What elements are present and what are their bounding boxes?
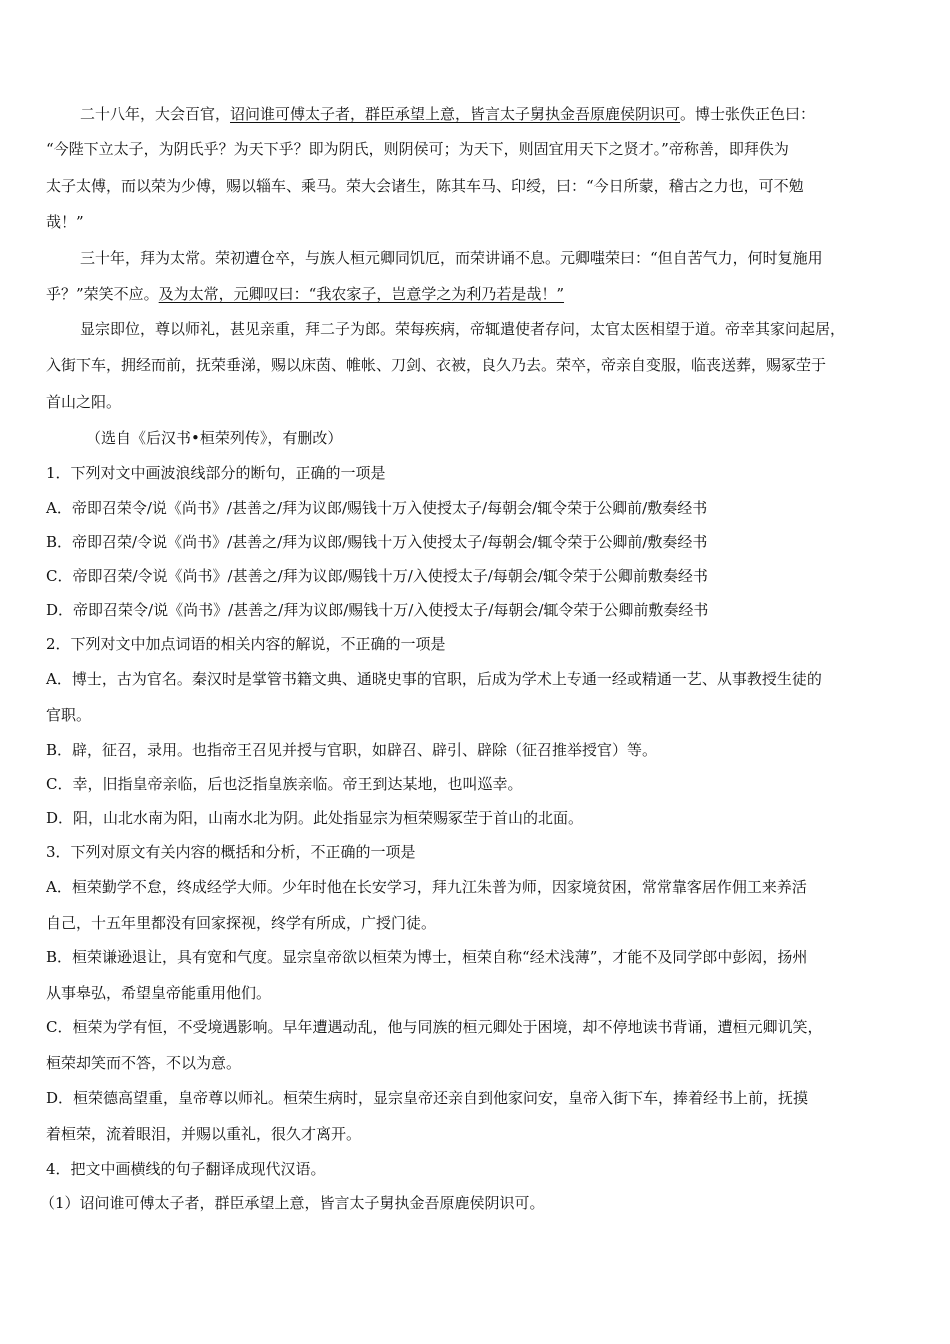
question-3-option-d: D．桓荣德高望重，皇帝尊以师礼。桓荣生病时，显宗皇帝还亲自到他家问安，皇帝入街下车，捧着经书上前，抚摸 bbox=[46, 1089, 809, 1107]
passage-p1-line-2: “今陛下立太子，为阴氏乎？为天下乎？即为阴氏，则阴侯可；为天下，则固宜用天下之贤才。”帝称善，即拜佚为 bbox=[46, 140, 789, 158]
question-4-stem: 4．把文中画横线的句子翻译成现代汉语。 bbox=[46, 1160, 326, 1178]
question-1-stem: 1．下列对文中画波浪线部分的断句，正确的一项是 bbox=[46, 464, 386, 482]
question-4-sentence-1: （1）诏问谁可傅太子者，群臣承望上意，皆言太子舅执金吾原鹿侯阴识可。 bbox=[40, 1194, 545, 1212]
question-1-option-a: A．帝即召荣令/说《尚书》/甚善之/拜为议郎/赐钱十万入使授太子/每朝会/辄令荣于公卿前/敷奏经书 bbox=[46, 499, 708, 517]
passage-p3-line-1: 显宗即位，尊以师礼，甚见亲重，拜二子为郎。荣每疾病，帝辄遣使者存问，太官太医相望于道。帝幸其家问起居， bbox=[80, 320, 846, 338]
question-3-option-a-cont: 自己，十五年里都没有回家探视，终学有所成，广授门徒。 bbox=[46, 914, 437, 932]
passage-p2-line-1: 三十年，拜为太常。荣初遭仓卒，与族人桓元卿同饥厄，而荣讲诵不息。元卿嗤荣曰：“但自苦气力，何时复施用 bbox=[80, 249, 823, 267]
passage-p1-line-4: 哉！” bbox=[46, 213, 84, 231]
question-1-option-c: C．帝即召荣/令说《尚书》/甚善之/拜为议郎/赐钱十万/入使授太子/每朝会/辄令荣于公卿前敷奏经书 bbox=[46, 567, 708, 585]
question-3-option-d-cont: 着桓荣，流着眼泪，并赐以重礼，很久才离开。 bbox=[46, 1125, 362, 1143]
question-1-option-d: D．帝即召荣令/说《尚书》/甚善之/拜为议郎/赐钱十万/入使授太子/每朝会/辄令荣于公卿前敷奏经书 bbox=[46, 601, 709, 619]
question-2-option-a-cont: 官职。 bbox=[46, 706, 92, 724]
passage-text: 二十八年，大会百官， bbox=[80, 105, 231, 123]
passage-p1-line-1 bbox=[80, 104, 815, 124]
passage-text: 。博士张佚正色曰： bbox=[680, 105, 816, 123]
passage-p2-line-2 bbox=[46, 284, 564, 304]
question-2-stem: 2．下列对文中加点词语的相关内容的解说，不正确的一项是 bbox=[46, 635, 446, 653]
passage-p1-line-3: 太子太傅，而以荣为少傅，赐以辎车、乘马。荣大会诸生，陈其车马、印绶，曰：“今日所蒙，稽古之力也，可不勉 bbox=[46, 177, 804, 195]
passage-p3-line-3: 首山之阳。 bbox=[46, 393, 122, 411]
underlined-sentence-1: 诏问谁可傅太子者，群臣承望上意，皆言太子舅执金吾原鹿侯阴识可 bbox=[230, 105, 681, 123]
question-2-option-b: B．辟，征召，录用。也指帝王召见并授与官职，如辟召、辟引、辟除（征召推举授官）等。 bbox=[46, 741, 658, 759]
question-2-option-d: D．阳，山北水南为阳，山南水北为阴。此处指显宗为桓荣赐冢茔于首山的北面。 bbox=[46, 809, 584, 827]
question-2-option-a: A．博士，古为官名。秦汉时是掌管书籍文典、通晓史事的官职，后成为学术上专通一经或精通一艺、从事教授生徒的 bbox=[46, 670, 822, 688]
passage-p3-line-2: 入街下车，拥经而前，抚荣垂涕，赐以床茵、帷帐、刀剑、衣被，良久乃去。荣卒，帝亲自变服，临丧送葬，赐冢茔于 bbox=[46, 356, 827, 374]
underlined-sentence-2: 及为太常，元卿叹曰：“我农家子，岂意学之为利乃若是哉！” bbox=[158, 285, 565, 303]
question-3-option-b-cont: 从事皋弘，希望皇帝能重用他们。 bbox=[46, 984, 272, 1002]
question-3-option-c-cont: 桓荣却笑而不答，不以为意。 bbox=[46, 1054, 242, 1072]
passage-source: （选自《后汉书•桓荣列传》，有删改） bbox=[86, 429, 343, 447]
passage-text: 乎？”荣笑不应。 bbox=[46, 285, 159, 303]
question-3-option-b: B．桓荣谦逊退让，具有宽和气度。显宗皇帝欲以桓荣为博士，桓荣自称“经术浅薄”，才能不及同学郎中彭闳，扬州 bbox=[46, 948, 808, 966]
question-3-stem: 3．下列对原文有关内容的概括和分析，不正确的一项是 bbox=[46, 843, 416, 861]
question-2-option-c: C．幸，旧指皇帝亲临，后也泛指皇族亲临。帝王到达某地，也叫巡幸。 bbox=[46, 775, 523, 793]
question-3-option-a: A．桓荣勤学不怠，终成经学大师。少年时他在长安学习，拜九江朱普为师，因家境贫困，常常靠客居作佣工来养活 bbox=[46, 878, 807, 896]
question-1-option-b: B．帝即召荣/令说《尚书》/甚善之/拜为议郎/赐钱十万入使授太子/每朝会/辄令荣于公卿前/敷奏经书 bbox=[46, 533, 708, 551]
question-3-option-c: C．桓荣为学有恒，不受境遇影响。早年遭遇动乱，他与同族的桓元卿处于困境，却不停地读书背诵，遭桓元卿讥笑， bbox=[46, 1018, 823, 1036]
